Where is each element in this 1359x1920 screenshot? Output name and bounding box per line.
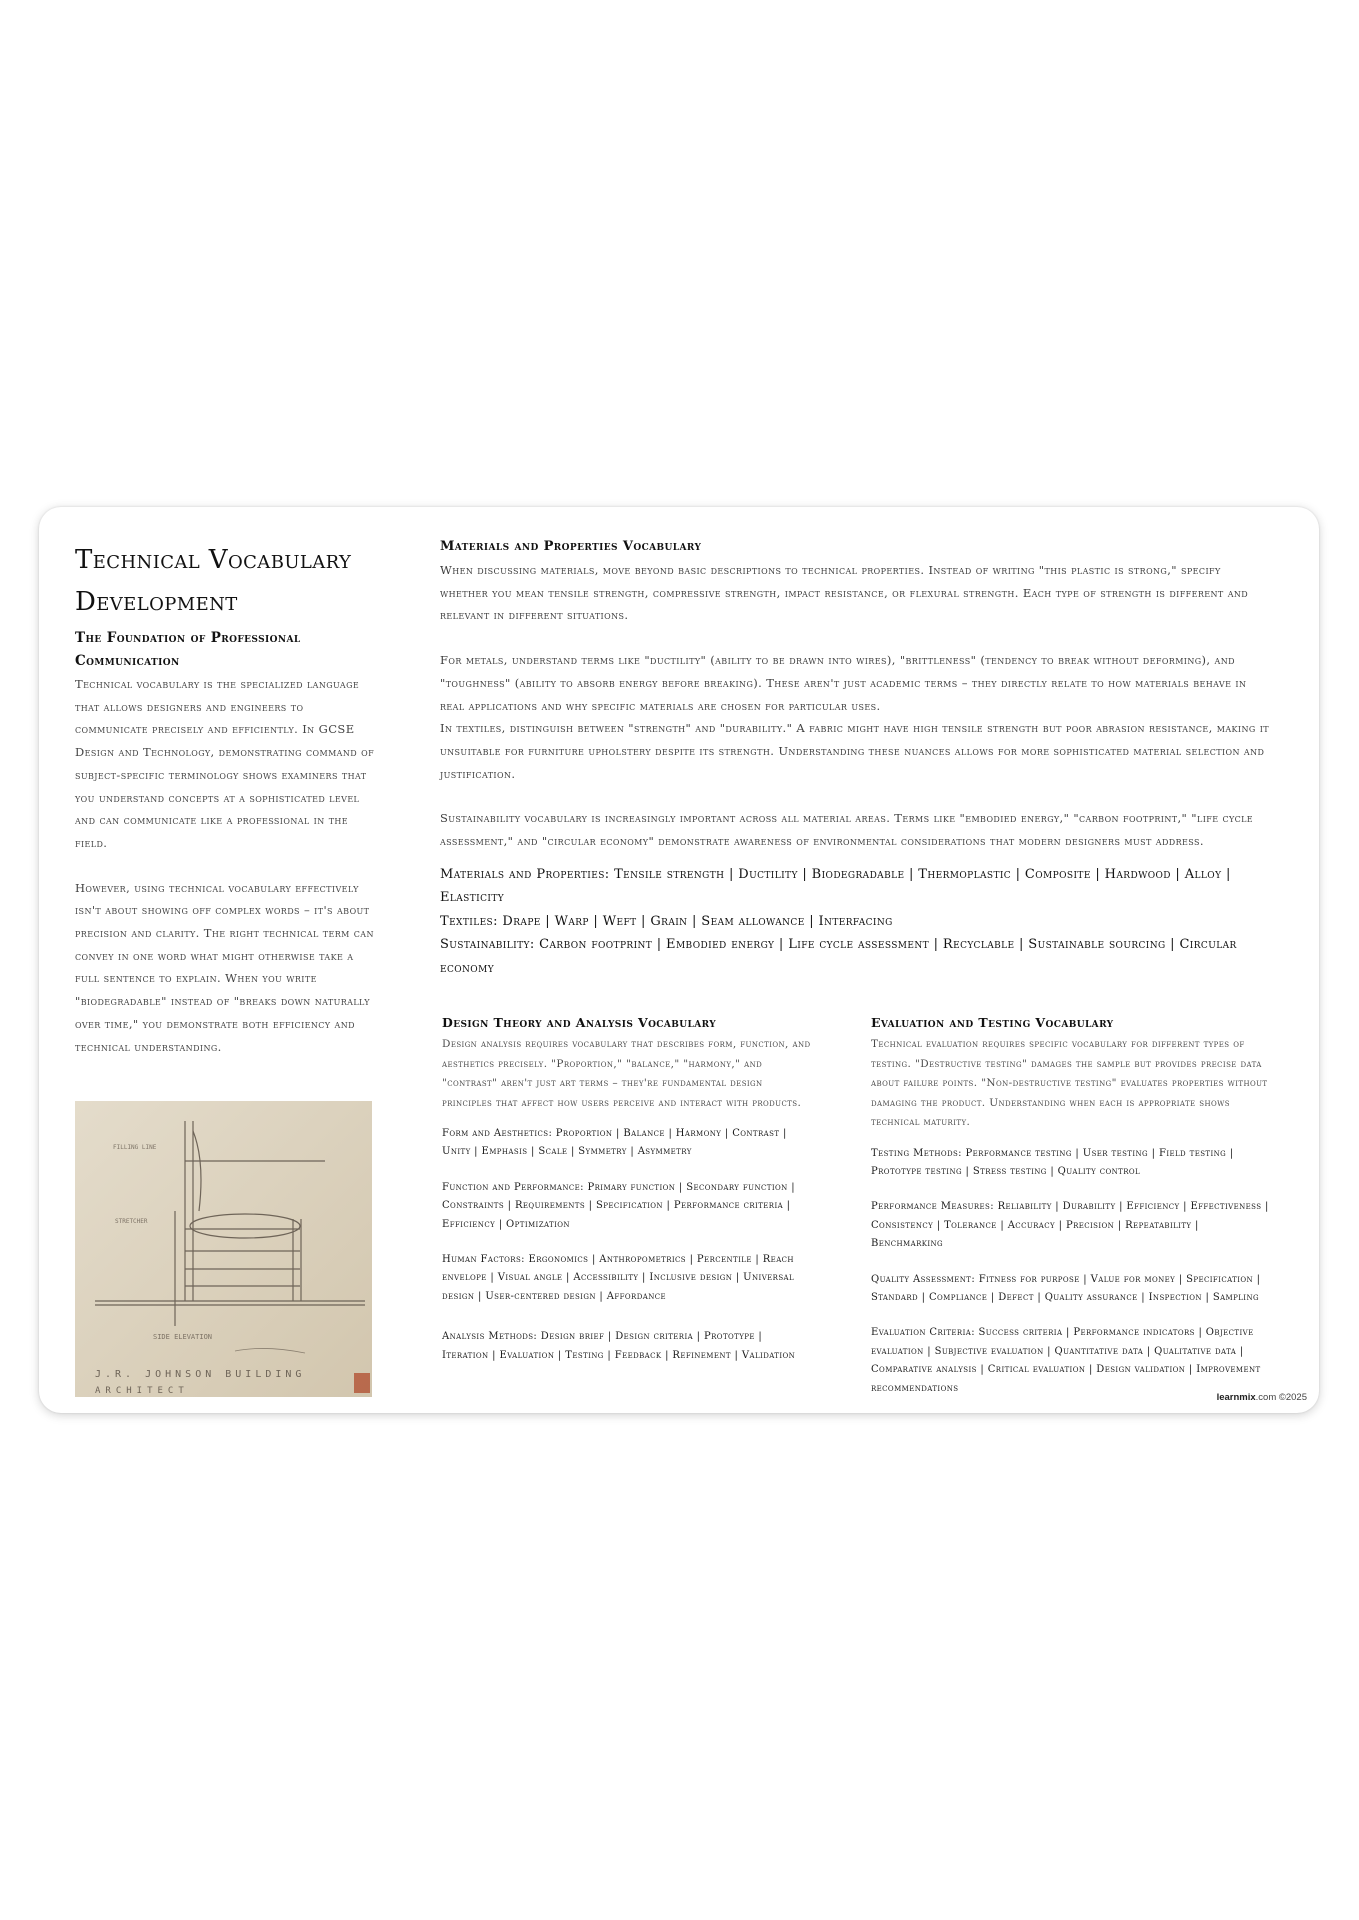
content-card [39,507,1319,1413]
brand-name: learnmix [1216,1392,1256,1403]
page-subtitle: The Foundation of Professional Communication [75,630,301,669]
analysis-methods-terms: Analysis Methods: Design brief | Design criteria | Prototype | Iteration | Evaluation | Testing | Feedback | Refinement | Validation [442,1331,796,1361]
evaluation-section [871,1013,1271,1398]
drawing-label: J.R. JOHNSON BUILDING [95,1369,306,1380]
materials-heading: Materials and Properties Vocabulary [440,539,702,554]
page-title: Technical Vocabulary Development [75,545,352,617]
materials-paragraph: When discussing materials, move beyond basic descriptions to technical properties. Instead of writing "this plastic is strong," specify whether you mean tensile strength, compressive strength, impact resistance, or flexural strength. Each type of strength is different and relevant in different situations. [440,563,1249,623]
quality-assessment-terms: Quality Assessment: Fitness for purpose | Value for money | Specification | Standard | Compliance | Defect | Quality assurance | Inspection | Sampling [871,1273,1261,1303]
materials-section [440,537,1270,980]
sustainability-keywords: Sustainability: Carbon footprint | Embodied energy | Life cycle assessment | Recyclable | Sustainable sourcing | Circular economy [440,937,1237,976]
footer-credit [1217,1392,1307,1403]
human-factors-terms: Human Factors: Ergonomics | Anthropometrics | Percentile | Reach envelope | Visual angle | Accessibility | Inclusive design | Universal design | User-centered design | Affordance [442,1254,795,1302]
chair-elevation-sketch [75,1101,372,1397]
function-performance-terms: Function and Performance: Primary function | Secondary function | Constraints | Requirements | Specification | Performance criteria | Efficiency | Optimization [442,1181,795,1230]
copyright-text: .com ©2025 [1255,1392,1307,1403]
intro-paragraph: Technical vocabulary is the specialized language that allows designers and engineers to communicate precisely and efficiently. In GCSE Design and Technology, demonstrating command of subject-specific terminology shows examiners that you understand concepts at a sophisticated level and can communicate like a professional in the field. [75,677,375,850]
evaluation-heading: Evaluation and Testing Vocabulary [871,1015,1114,1030]
drawing-label: ARCHITECT [95,1386,189,1396]
textiles-paragraph: In textiles, distinguish between "strength" and "durability." A fabric might have high tensile strength but poor abrasion resistance, making it unsuitable for furniture upholstery despite its strength. Understanding these nuances allows for more sophisticated material selection and justification. [440,721,1269,781]
evaluation-paragraph: Technical evaluation requires specific vocabulary for different types of testing. "Destructive testing" damages the sample but provides precise data about failure points. "Non-destructive testing" evaluates properties without damaging the product. Understanding when each is appropriate shows technical maturity. [871,1038,1268,1128]
textiles-keywords: Textiles: Drape | Warp | Weft | Grain | Seam allowance | Interfacing [440,913,893,929]
testing-methods-terms: Testing Methods: Performance testing | User testing | Field testing | Prototype testing | Stress testing | Quality control [871,1147,1234,1177]
sustainability-paragraph: Sustainability vocabulary is increasingly important across all material areas. Terms like "embodied energy," "carbon footprint," "life cycle assessment," and "circular economy" demonstrate awareness of environmental considerations that modern designers must address. [440,811,1254,849]
stamp-mark [354,1373,370,1393]
left-column [75,539,375,1058]
design-theory-section [442,1013,812,1365]
drawing-label: SIDE ELEVATION [153,1333,213,1341]
materials-keywords: Materials and Properties: Tensile strength | Ductility | Biodegradable | Thermoplastic | Composite | Hardwood | Alloy | Elasticity [440,866,1231,906]
architectural-drawing-image [75,1101,372,1397]
precision-paragraph: However, using technical vocabulary effectively isn't about showing off complex words – it's about precision and clarity. The right technical term can convey in one word what might otherwise take a full sentence to explain. When you write "biodegradable" instead of "breaks down naturally over time," you demonstrate both efficiency and technical understanding. [75,880,374,1054]
design-theory-heading: Design Theory and Analysis Vocabulary [442,1015,717,1030]
drawing-label: STRETCHER [115,1218,148,1225]
drawing-label: FILLING LINE [113,1144,157,1151]
performance-measures-terms: Performance Measures: Reliability | Durability | Efficiency | Effectiveness | Consistency | Tolerance | Accuracy | Precision | Repeatability | Benchmarking [871,1201,1269,1250]
design-theory-paragraph: Design analysis requires vocabulary that describes form, function, and aesthetics precisely. "Proportion," "balance," "harmony," and "contrast" aren't just art terms – they're fundamental design principles that affect how users perceive and interact with products. [442,1038,811,1109]
form-aesthetics-terms: Form and Aesthetics: Proportion | Balance | Harmony | Contrast | Unity | Emphasis | Scale | Symmetry | Asymmetry [442,1128,787,1158]
metals-paragraph: For metals, understand terms like "ductility" (ability to be drawn into wires), "brittleness" (tendency to break without deforming), and "toughness" (ability to absorb energy before breaking). These aren't just academic terms – they directly relate to how materials behave in real applications and why specific materials are chosen for particular uses. [440,653,1247,713]
evaluation-criteria-terms: Evaluation Criteria: Success criteria | Performance indicators | Objective evaluation | Subjective evaluation | Quantitative data | Qualitative data | Comparative analysis | Critical evaluation | Design validation | Improvement recommendations [871,1327,1261,1394]
